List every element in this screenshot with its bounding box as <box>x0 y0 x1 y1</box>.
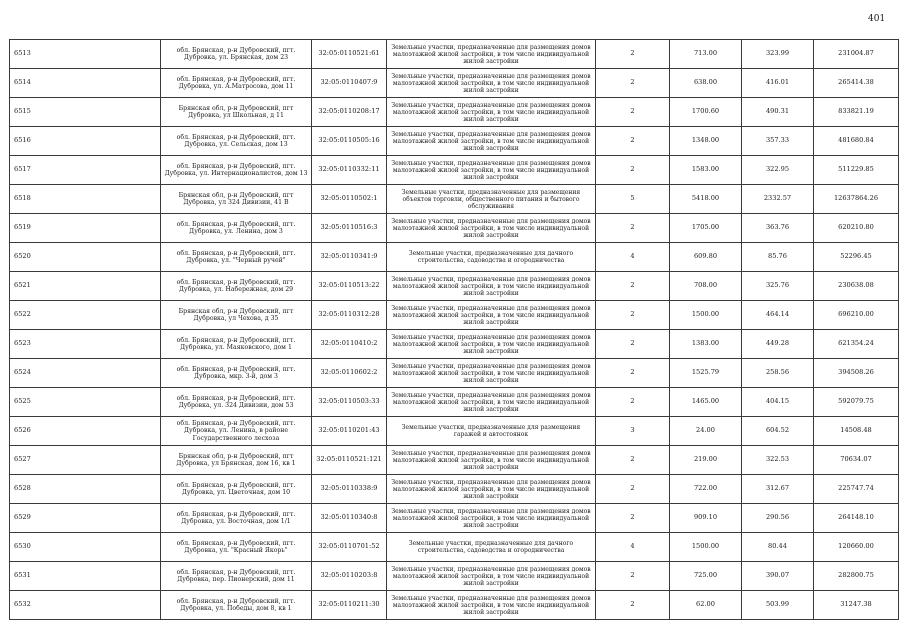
table-row <box>10 272 899 301</box>
unit-cadastral-value: 464.14 <box>742 301 814 330</box>
cadastral-value: 481680.84 <box>814 127 899 156</box>
unit-cadastral-value: 449.28 <box>742 330 814 359</box>
land-use-description: Земельные участки, предназначенные для размещения домов малоэтажной жилой застройки, в том числе индивидуальной жилой застройки <box>387 272 596 301</box>
table-row <box>10 446 899 475</box>
land-use-description: Земельные участки, предназначенные для размещения домов малоэтажной жилой застройки, в том числе индивидуальной жилой застройки <box>387 127 596 156</box>
table-row <box>10 330 899 359</box>
address-cell: обл. Брянская, р-н Дубровский, пгт. Дубровка, ул. Сельская, дом 13 <box>161 127 312 156</box>
table-row <box>10 301 899 330</box>
record-number: 6517 <box>10 156 161 185</box>
unit-cadastral-value: 390.07 <box>742 562 814 591</box>
table-row <box>10 591 899 620</box>
record-number: 6526 <box>10 417 161 446</box>
land-use-description: Земельные участки, предназначенные для размещения объектов торговли, общественного питания и бытового обслуживания <box>387 185 596 214</box>
cadastral-number: 32:05:0110341:9 <box>312 243 387 272</box>
address-cell: Брянская обл, р-н Дубровский, пгт Дубровка, ул Школьная, д 11 <box>161 98 312 127</box>
cadastral-number: 32:05:0110513:22 <box>312 272 387 301</box>
cadastral-number: 32:05:0110332:11 <box>312 156 387 185</box>
address-cell: обл. Брянская, р-н Дубровский, пгт. Дубровка, ул. "Черный ручей" <box>161 243 312 272</box>
area-value: 722.00 <box>670 475 742 504</box>
use-category: 2 <box>596 591 670 620</box>
unit-cadastral-value: 85.76 <box>742 243 814 272</box>
cadastral-value: 282800.75 <box>814 562 899 591</box>
land-use-description: Земельные участки, предназначенные для размещения домов малоэтажной жилой застройки, в том числе индивидуальной жилой застройки <box>387 98 596 127</box>
cadastral-number: 32:05:0110340:8 <box>312 504 387 533</box>
table-body <box>10 40 899 620</box>
record-number: 6516 <box>10 127 161 156</box>
area-value: 708.00 <box>670 272 742 301</box>
unit-cadastral-value: 363.76 <box>742 214 814 243</box>
area-value: 1583.00 <box>670 156 742 185</box>
record-number: 6523 <box>10 330 161 359</box>
area-value: 24.00 <box>670 417 742 446</box>
land-use-description: Земельные участки, предназначенные для размещения домов малоэтажной жилой застройки, в том числе индивидуальной жилой застройки <box>387 446 596 475</box>
record-number: 6529 <box>10 504 161 533</box>
cadastral-number: 32:05:0110211:30 <box>312 591 387 620</box>
area-value: 1705.00 <box>670 214 742 243</box>
area-value: 609.80 <box>670 243 742 272</box>
table-row <box>10 388 899 417</box>
address-cell: Брянская обл, р-н Дубровский, пгт Дубровка, ул Брянская, дом 16, кв 1 <box>161 446 312 475</box>
land-register-table <box>9 39 899 620</box>
area-value: 1700.60 <box>670 98 742 127</box>
use-category: 2 <box>596 272 670 301</box>
cadastral-number: 32:05:0110208:17 <box>312 98 387 127</box>
area-value: 62.00 <box>670 591 742 620</box>
record-number: 6530 <box>10 533 161 562</box>
address-cell: обл. Брянская, р-н Дубровский, пгт. Дубровка, ул. Цветочная, дом 10 <box>161 475 312 504</box>
record-number: 6532 <box>10 591 161 620</box>
address-cell: Брянская обл, р-н Дубровский, пгт Дубровка, ул 324 Дивизии, 41 В <box>161 185 312 214</box>
table-row <box>10 417 899 446</box>
use-category: 4 <box>596 533 670 562</box>
address-cell: обл. Брянская, р-н Дубровский, пгт. Дубровка, ул. 324 Дивизии, дом 53 <box>161 388 312 417</box>
use-category: 2 <box>596 127 670 156</box>
unit-cadastral-value: 490.31 <box>742 98 814 127</box>
unit-cadastral-value: 503.99 <box>742 591 814 620</box>
area-value: 909.10 <box>670 504 742 533</box>
record-number: 6527 <box>10 446 161 475</box>
cadastral-value: 265414.38 <box>814 69 899 98</box>
table-row <box>10 40 899 69</box>
use-category: 2 <box>596 301 670 330</box>
cadastral-value: 31247.38 <box>814 591 899 620</box>
area-value: 713.00 <box>670 40 742 69</box>
record-number: 6514 <box>10 69 161 98</box>
area-value: 1348.00 <box>670 127 742 156</box>
cadastral-number: 32:05:0110503:33 <box>312 388 387 417</box>
record-number: 6513 <box>10 40 161 69</box>
use-category: 4 <box>596 243 670 272</box>
cadastral-value: 52296.45 <box>814 243 899 272</box>
cadastral-value: 120660.00 <box>814 533 899 562</box>
unit-cadastral-value: 312.67 <box>742 475 814 504</box>
record-number: 6520 <box>10 243 161 272</box>
record-number: 6525 <box>10 388 161 417</box>
cadastral-value: 14508.48 <box>814 417 899 446</box>
cadastral-number: 32:05:0110602:2 <box>312 359 387 388</box>
address-cell: Брянская обл, р-н Дубровский, пгт Дубровка, ул Чехова, д 35 <box>161 301 312 330</box>
use-category: 2 <box>596 504 670 533</box>
use-category: 2 <box>596 475 670 504</box>
table-row <box>10 185 899 214</box>
record-number: 6522 <box>10 301 161 330</box>
unit-cadastral-value: 357.33 <box>742 127 814 156</box>
record-number: 6519 <box>10 214 161 243</box>
land-use-description: Земельные участки, предназначенные для размещения домов малоэтажной жилой застройки, в том числе индивидуальной жилой застройки <box>387 214 596 243</box>
use-category: 3 <box>596 417 670 446</box>
unit-cadastral-value: 290.56 <box>742 504 814 533</box>
land-use-description: Земельные участки, предназначенные для размещения домов малоэтажной жилой застройки, в том числе индивидуальной жилой застройки <box>387 359 596 388</box>
area-value: 1500.00 <box>670 533 742 562</box>
cadastral-number: 32:05:0110338:9 <box>312 475 387 504</box>
land-use-description: Земельные участки, предназначенные для размещения домов малоэтажной жилой застройки, в том числе индивидуальной жилой застройки <box>387 388 596 417</box>
cadastral-value: 394508.26 <box>814 359 899 388</box>
area-value: 1383.00 <box>670 330 742 359</box>
unit-cadastral-value: 80.44 <box>742 533 814 562</box>
cadastral-number: 32:05:0110701:52 <box>312 533 387 562</box>
record-number: 6518 <box>10 185 161 214</box>
use-category: 2 <box>596 330 670 359</box>
record-number: 6531 <box>10 562 161 591</box>
use-category: 2 <box>596 156 670 185</box>
unit-cadastral-value: 416.01 <box>742 69 814 98</box>
land-use-description: Земельные участки, предназначенные для размещения домов малоэтажной жилой застройки, в том числе индивидуальной жилой застройки <box>387 69 596 98</box>
table-row <box>10 243 899 272</box>
cadastral-number: 32:05:0110203:8 <box>312 562 387 591</box>
land-use-description: Земельные участки, предназначенные для размещения гаражей и автостоянок <box>387 417 596 446</box>
land-use-description: Земельные участки, предназначенные для размещения домов малоэтажной жилой застройки, в том числе индивидуальной жилой застройки <box>387 504 596 533</box>
cadastral-number: 32:05:0110312:28 <box>312 301 387 330</box>
use-category: 2 <box>596 98 670 127</box>
cadastral-value: 620210.80 <box>814 214 899 243</box>
unit-cadastral-value: 258.56 <box>742 359 814 388</box>
land-use-description: Земельные участки, предназначенные для дачного строительства, садоводства и огородничества <box>387 243 596 272</box>
address-cell: обл. Брянская, р-н Дубровский, пгт. Дубровка, мкр. 3-й, дом 3 <box>161 359 312 388</box>
address-cell: обл. Брянская, р-н Дубровский, пгт. Дубровка, ул. Набережная, дом 29 <box>161 272 312 301</box>
table-row <box>10 98 899 127</box>
unit-cadastral-value: 322.53 <box>742 446 814 475</box>
area-value: 1500.00 <box>670 301 742 330</box>
unit-cadastral-value: 2332.57 <box>742 185 814 214</box>
unit-cadastral-value: 323.99 <box>742 40 814 69</box>
table-row <box>10 533 899 562</box>
land-use-description: Земельные участки, предназначенные для размещения домов малоэтажной жилой застройки, в том числе индивидуальной жилой застройки <box>387 301 596 330</box>
address-cell: обл. Брянская, р-н Дубровский, пгт. Дубровка, ул. Брянская, дом 23 <box>161 40 312 69</box>
cadastral-value: 696210.00 <box>814 301 899 330</box>
address-cell: обл. Брянская, р-н Дубровский, пгт. Дубровка, ул. Ленина, дом 3 <box>161 214 312 243</box>
land-use-description: Земельные участки, предназначенные для размещения домов малоэтажной жилой застройки, в том числе индивидуальной жилой застройки <box>387 591 596 620</box>
address-cell: обл. Брянская, р-н Дубровский, пгт. Дубровка, ул. Интернационалистов, дом 13 <box>161 156 312 185</box>
cadastral-number: 32:05:0110521:121 <box>312 446 387 475</box>
cadastral-value: 231004.87 <box>814 40 899 69</box>
record-number: 6528 <box>10 475 161 504</box>
area-value: 5418.00 <box>670 185 742 214</box>
cadastral-number: 32:05:0110516:3 <box>312 214 387 243</box>
table-row <box>10 127 899 156</box>
table-row <box>10 475 899 504</box>
table-row <box>10 359 899 388</box>
unit-cadastral-value: 404.15 <box>742 388 814 417</box>
table-row <box>10 562 899 591</box>
record-number: 6524 <box>10 359 161 388</box>
unit-cadastral-value: 604.52 <box>742 417 814 446</box>
use-category: 2 <box>596 359 670 388</box>
cadastral-number: 32:05:0110410:2 <box>312 330 387 359</box>
cadastral-value: 511229.85 <box>814 156 899 185</box>
table-row <box>10 214 899 243</box>
address-cell: обл. Брянская, р-н Дубровский, пгт. Дубровка, ул. А.Матросова, дом 11 <box>161 69 312 98</box>
address-cell: обл. Брянская, р-н Дубровский, пгт. Дубровка, пер. Пионерский, дом 11 <box>161 562 312 591</box>
use-category: 2 <box>596 214 670 243</box>
page-number: 401 <box>868 14 886 24</box>
address-cell: обл. Брянская, р-н Дубровский, пгт. Дубровка, ул. Победы, дом 8, кв 1 <box>161 591 312 620</box>
area-value: 638.00 <box>670 69 742 98</box>
cadastral-number: 32:05:0110502:1 <box>312 185 387 214</box>
use-category: 2 <box>596 69 670 98</box>
cadastral-number: 32:05:0110201:43 <box>312 417 387 446</box>
use-category: 2 <box>596 388 670 417</box>
cadastral-value: 225747.74 <box>814 475 899 504</box>
cadastral-value: 264148.10 <box>814 504 899 533</box>
use-category: 5 <box>596 185 670 214</box>
table-row <box>10 156 899 185</box>
unit-cadastral-value: 322.95 <box>742 156 814 185</box>
table-row <box>10 504 899 533</box>
land-use-description: Земельные участки, предназначенные для дачного строительства, садоводства и огородничества <box>387 533 596 562</box>
unit-cadastral-value: 325.76 <box>742 272 814 301</box>
area-value: 725.00 <box>670 562 742 591</box>
table-row <box>10 69 899 98</box>
use-category: 2 <box>596 446 670 475</box>
cadastral-value: 592079.75 <box>814 388 899 417</box>
cadastral-value: 70634.07 <box>814 446 899 475</box>
use-category: 2 <box>596 562 670 591</box>
cadastral-number: 32:05:0110407:9 <box>312 69 387 98</box>
address-cell: обл. Брянская, р-н Дубровский, пгт. Дубровка, ул. Восточная, дом 1/1 <box>161 504 312 533</box>
address-cell: обл. Брянская, р-н Дубровский, пгт. Дубровка, ул. "Красный Якорь" <box>161 533 312 562</box>
cadastral-value: 12637864.26 <box>814 185 899 214</box>
area-value: 1465.00 <box>670 388 742 417</box>
record-number: 6521 <box>10 272 161 301</box>
area-value: 1525.79 <box>670 359 742 388</box>
cadastral-number: 32:05:0110505:16 <box>312 127 387 156</box>
cadastral-value: 833821.19 <box>814 98 899 127</box>
land-use-description: Земельные участки, предназначенные для размещения домов малоэтажной жилой застройки, в том числе индивидуальной жилой застройки <box>387 330 596 359</box>
cadastral-number: 32:05:0110521:61 <box>312 40 387 69</box>
cadastral-value: 230638.08 <box>814 272 899 301</box>
area-value: 219.00 <box>670 446 742 475</box>
address-cell: обл. Брянская, р-н Дубровский, пгт. Дубровка, ул. Маяковского, дом 1 <box>161 330 312 359</box>
use-category: 2 <box>596 40 670 69</box>
cadastral-value: 621354.24 <box>814 330 899 359</box>
land-use-description: Земельные участки, предназначенные для размещения домов малоэтажной жилой застройки, в том числе индивидуальной жилой застройки <box>387 156 596 185</box>
land-use-description: Земельные участки, предназначенные для размещения домов малоэтажной жилой застройки, в том числе индивидуальной жилой застройки <box>387 562 596 591</box>
land-use-description: Земельные участки, предназначенные для размещения домов малоэтажной жилой застройки, в том числе индивидуальной жилой застройки <box>387 475 596 504</box>
land-use-description: Земельные участки, предназначенные для размещения домов малоэтажной жилой застройки, в том числе индивидуальной жилой застройки <box>387 40 596 69</box>
record-number: 6515 <box>10 98 161 127</box>
address-cell: обл. Брянская, р-н Дубровский, пгт. Дубровка, ул. Ленина, в районе Государственного лесхоза <box>161 417 312 446</box>
